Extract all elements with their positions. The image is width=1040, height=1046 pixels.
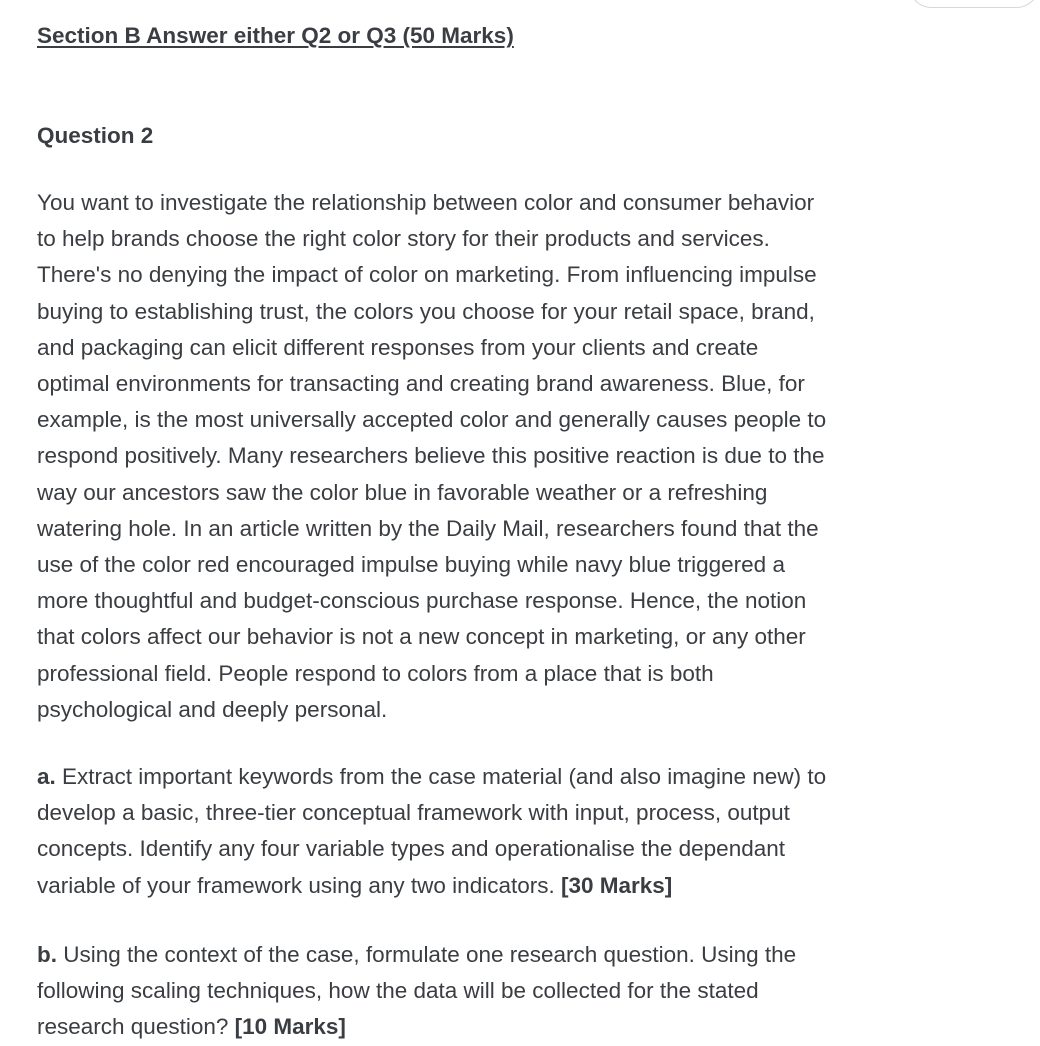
- intro-line: that colors affect our behavior is not a new concept in marketing, or any other: [37, 624, 806, 650]
- question-intro-paragraph: [37, 185, 917, 728]
- question-title: Question 2: [37, 123, 154, 148]
- part-a-marks: [30 Marks]: [560, 872, 673, 898]
- part-b-paragraph: [37, 937, 917, 1046]
- intro-line: example, is the most universally accepted color and generally causes people to: [37, 407, 827, 433]
- part-b-line: [37, 1009, 917, 1045]
- corner-decoration: [908, 0, 1040, 8]
- part-a-label: a.: [37, 764, 56, 789]
- intro-line: You want to investigate the relationship between color and consumer behavior: [37, 190, 815, 215]
- intro-line: psychological and deeply personal.: [37, 696, 388, 722]
- part-a-line: develop a basic, three-tier conceptual framework with input, process, output: [37, 800, 790, 826]
- intro-line: There's no denying the impact of color on marketing. From influencing impulse: [37, 262, 817, 288]
- part-b-text: Using the context of the case, formulate one research question. Using the: [57, 942, 797, 967]
- intro-line: use of the color red encouraged impulse buying while navy blue triggered a: [37, 552, 785, 578]
- part-a-text: Extract important keywords from the case material (and also imagine new) to: [55, 764, 827, 789]
- intro-line: respond positively. Many researchers believe this positive reaction is due to the: [37, 443, 825, 469]
- part-a-paragraph: [37, 759, 917, 904]
- part-b-line: following scaling techniques, how the data will be collected for the stated: [37, 978, 759, 1004]
- intro-line: to help brands choose the right color story for their products and services.: [37, 226, 770, 252]
- intro-line: and packaging can elicit different responses from your clients and create: [37, 334, 759, 360]
- intro-line: way our ancestors saw the color blue in favorable weather or a refreshing: [37, 479, 768, 505]
- intro-line: more thoughtful and budget-conscious purchase response. Hence, the notion: [37, 588, 807, 614]
- intro-line: optimal environments for transacting and creating brand awareness. Blue, for: [37, 371, 805, 397]
- intro-line: buying to establishing trust, the colors you choose for your retail space, brand,: [37, 298, 815, 324]
- part-b-label: b.: [37, 942, 57, 967]
- part-a-text: variable of your framework using any two indicators.: [37, 872, 561, 898]
- part-a-line: [37, 868, 917, 904]
- part-a-line: [37, 759, 917, 795]
- intro-line: watering hole. In an article written by the Daily Mail, researchers found that the: [37, 515, 819, 541]
- part-b-marks: [10 Marks]: [234, 1014, 346, 1040]
- part-a-line: concepts. Identify any four variable types and operationalise the dependant: [37, 836, 786, 862]
- section-heading: Section B Answer either Q2 or Q3 (50 Marks): [37, 23, 514, 48]
- part-b-line: [37, 937, 917, 973]
- part-b-text: research question?: [37, 1014, 235, 1040]
- intro-line: professional field. People respond to colors from a place that is both: [37, 660, 714, 686]
